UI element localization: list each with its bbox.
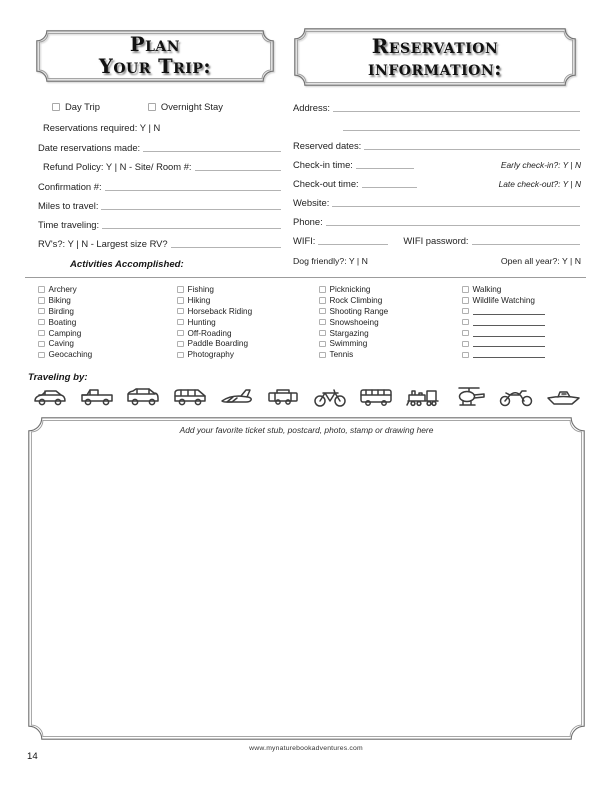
early-check-in-label: Early check-in?: Y | N <box>500 160 581 170</box>
activity-label: Camping <box>48 328 82 338</box>
activity-label: Fishing <box>187 284 214 294</box>
wifi-password-line[interactable] <box>472 235 580 245</box>
overnight-stay-checkbox[interactable] <box>148 103 156 111</box>
footer-url: www.mynaturebookadventures.com <box>249 745 363 752</box>
overnight-stay-option[interactable] <box>148 102 223 112</box>
activity-checkbox[interactable] <box>38 352 45 359</box>
activity-item[interactable] <box>177 295 319 306</box>
activity-label: Tennis <box>329 350 354 360</box>
activity-item[interactable] <box>177 284 319 295</box>
date-reservations-made-line[interactable] <box>143 142 281 152</box>
activity-checkbox[interactable] <box>462 352 469 359</box>
plan-fields-column <box>38 102 282 277</box>
activity-checkbox[interactable] <box>462 319 469 326</box>
activity-label: Boating <box>48 317 77 327</box>
traveling-by-heading: Traveling by: <box>28 372 88 383</box>
activity-label: Shooting Range <box>329 306 389 316</box>
activity-checkbox[interactable] <box>38 286 45 293</box>
check-in-time-label: Check-in time: <box>293 158 353 170</box>
activity-write-in-line[interactable] <box>473 308 545 315</box>
address-line-2[interactable] <box>343 121 580 131</box>
section-divider <box>25 277 586 278</box>
activity-label: Wildlife Watching <box>472 295 535 305</box>
suv-icon <box>123 385 163 409</box>
activity-item[interactable] <box>319 295 462 306</box>
activity-item[interactable] <box>462 284 587 295</box>
car-icon <box>30 385 70 409</box>
phone-line[interactable] <box>326 216 580 226</box>
reservation-title-line1: Reservation <box>371 33 499 58</box>
activity-item[interactable] <box>38 295 177 306</box>
day-trip-checkbox[interactable] <box>52 103 60 111</box>
activities-checklist <box>38 284 587 360</box>
van-icon <box>170 385 210 409</box>
activity-item[interactable] <box>38 349 177 360</box>
activity-item[interactable] <box>38 284 177 295</box>
activity-item[interactable] <box>319 306 462 317</box>
activity-checkbox[interactable] <box>319 297 326 304</box>
activity-label: Paddle Boarding <box>187 339 249 349</box>
activity-checkbox[interactable] <box>177 286 184 293</box>
overnight-stay-label: Overnight Stay <box>160 101 223 112</box>
activity-item-blank[interactable] <box>462 338 587 349</box>
activity-item[interactable] <box>38 317 177 328</box>
address-line-1[interactable] <box>333 102 580 112</box>
activity-checkbox[interactable] <box>177 319 184 326</box>
miles-to-travel-line[interactable] <box>101 200 281 210</box>
activities-accomplished-heading: Activities Accomplished: <box>70 259 184 270</box>
reservation-title-plaque <box>294 28 576 86</box>
refund-policy-label: Refund Policy: Y | N - Site/ Room #: <box>43 160 192 172</box>
confirmation-number-line[interactable] <box>105 181 281 191</box>
activity-write-in-line[interactable] <box>473 330 545 337</box>
reservation-fields-column <box>293 102 581 277</box>
activity-label: Hiking <box>187 295 211 305</box>
open-all-year-label: Open all year?: Y | N <box>500 256 581 266</box>
pickup-truck-icon <box>77 385 117 409</box>
reservations-required-label: Reservations required: Y | N <box>43 122 161 133</box>
rvs-label: RV's?: Y | N - Largest size RV? <box>38 237 168 249</box>
activity-label: Archery <box>48 284 77 294</box>
activity-item[interactable] <box>462 295 587 306</box>
activity-item[interactable] <box>177 328 319 339</box>
activity-item[interactable] <box>319 349 462 360</box>
address-label: Address: <box>293 101 330 113</box>
airplane-icon <box>217 385 257 409</box>
activity-checkbox[interactable] <box>462 330 469 337</box>
activity-item[interactable] <box>177 349 319 360</box>
activity-checkbox[interactable] <box>38 341 45 348</box>
confirmation-number-label: Confirmation #: <box>38 180 102 192</box>
activity-write-in-line[interactable] <box>473 340 545 347</box>
activity-label: Stargazing <box>329 328 369 338</box>
activity-checkbox[interactable] <box>177 297 184 304</box>
activity-checkbox[interactable] <box>462 341 469 348</box>
plan-title-line1: Plan <box>129 33 181 57</box>
activity-item[interactable] <box>319 328 462 339</box>
activity-checkbox[interactable] <box>177 308 184 315</box>
activity-label: Off-Roading <box>187 328 232 338</box>
activity-checkbox[interactable] <box>177 352 184 359</box>
activity-checkbox[interactable] <box>462 308 469 315</box>
site-room-number-line[interactable] <box>195 161 281 171</box>
day-trip-option[interactable] <box>52 102 100 112</box>
reserved-dates-line[interactable] <box>364 140 580 150</box>
activity-item[interactable] <box>319 284 462 295</box>
late-check-out-label: Late check-out?: Y | N <box>498 179 581 189</box>
bicycle-icon <box>310 385 350 409</box>
scrapbook-area[interactable] <box>28 417 585 740</box>
activity-item[interactable] <box>177 317 319 328</box>
phone-label: Phone: <box>293 215 323 227</box>
website-label: Website: <box>293 196 330 208</box>
activity-label: Horseback Riding <box>187 306 253 316</box>
activities-column-4 <box>462 284 587 360</box>
scrapbook-frame <box>28 417 585 740</box>
activity-checkbox[interactable] <box>319 308 326 315</box>
bus-icon <box>356 385 396 409</box>
activity-item-blank[interactable] <box>462 306 587 317</box>
activity-item[interactable] <box>38 328 177 339</box>
activity-checkbox[interactable] <box>38 319 45 326</box>
activity-label: Picknicking <box>329 284 371 294</box>
dog-friendly-label: Dog friendly?: Y | N <box>293 256 368 266</box>
activity-checkbox[interactable] <box>38 308 45 315</box>
helicopter-icon <box>450 385 490 409</box>
wifi-line[interactable] <box>318 235 388 245</box>
activity-checkbox[interactable] <box>177 330 184 337</box>
largest-rv-line[interactable] <box>171 238 281 248</box>
activity-checkbox[interactable] <box>319 319 326 326</box>
plan-title-line2: Your Trip: <box>98 55 212 78</box>
activity-item[interactable] <box>177 338 319 349</box>
activity-write-in-line[interactable] <box>473 319 545 326</box>
activity-checkbox[interactable] <box>319 330 326 337</box>
activity-label: Caving <box>48 339 74 349</box>
reservation-title <box>294 28 576 86</box>
activity-item-blank[interactable] <box>462 349 587 360</box>
boat-icon <box>543 385 583 409</box>
activity-label: Snowshoeing <box>329 317 379 327</box>
activity-checkbox[interactable] <box>177 341 184 348</box>
miles-to-travel-label: Miles to travel: <box>38 199 99 211</box>
activities-column-2 <box>177 284 319 360</box>
activity-checkbox[interactable] <box>319 286 326 293</box>
activity-label: Photography <box>187 350 234 360</box>
time-traveling-label: Time traveling: <box>38 218 100 230</box>
activity-item[interactable] <box>38 338 177 349</box>
activity-item-blank[interactable] <box>462 317 587 328</box>
activity-label: Walking <box>472 284 502 294</box>
activity-checkbox[interactable] <box>319 341 326 348</box>
website-line[interactable] <box>332 197 580 207</box>
activity-label: Rock Climbing <box>329 295 383 305</box>
reserved-dates-label: Reserved dates: <box>293 139 362 151</box>
wifi-label: WIFI: <box>293 234 316 246</box>
scrapbook-caption: Add your favorite ticket stub, postcard, photo, stamp or drawing here <box>179 425 434 435</box>
activity-label: Biking <box>48 295 71 305</box>
motorcycle-icon <box>496 385 536 409</box>
activity-checkbox[interactable] <box>38 297 45 304</box>
reservation-title-line2: information: <box>367 56 503 80</box>
page-number: 14 <box>27 751 38 762</box>
day-trip-label: Day Trip <box>65 101 100 112</box>
activity-checkbox[interactable] <box>462 297 469 304</box>
activity-item-blank[interactable] <box>462 328 587 339</box>
activity-write-in-line[interactable] <box>473 351 545 358</box>
traveling-icons-row <box>30 384 583 409</box>
train-icon <box>403 385 443 409</box>
plan-title-plaque <box>36 30 274 82</box>
wifi-password-label: WIFI password: <box>403 234 469 246</box>
activity-item[interactable] <box>319 317 462 328</box>
date-reservations-made-label: Date reservations made: <box>38 141 141 153</box>
activity-item[interactable] <box>38 306 177 317</box>
activity-item[interactable] <box>319 338 462 349</box>
camper-icon <box>263 385 303 409</box>
check-in-time-line[interactable] <box>356 159 414 169</box>
activity-checkbox[interactable] <box>38 330 45 337</box>
time-traveling-line[interactable] <box>102 219 281 229</box>
activity-item[interactable] <box>177 306 319 317</box>
check-out-time-label: Check-out time: <box>293 177 359 189</box>
activity-label: Swimming <box>329 339 368 349</box>
activity-label: Birding <box>48 306 74 316</box>
activity-label: Hunting <box>187 317 216 327</box>
check-out-time-line[interactable] <box>362 178 417 188</box>
activity-checkbox[interactable] <box>462 286 469 293</box>
activities-column-1 <box>38 284 177 360</box>
activities-column-3 <box>319 284 462 360</box>
plan-title <box>36 30 274 82</box>
activity-label: Geocaching <box>48 350 93 360</box>
activity-checkbox[interactable] <box>319 352 326 359</box>
